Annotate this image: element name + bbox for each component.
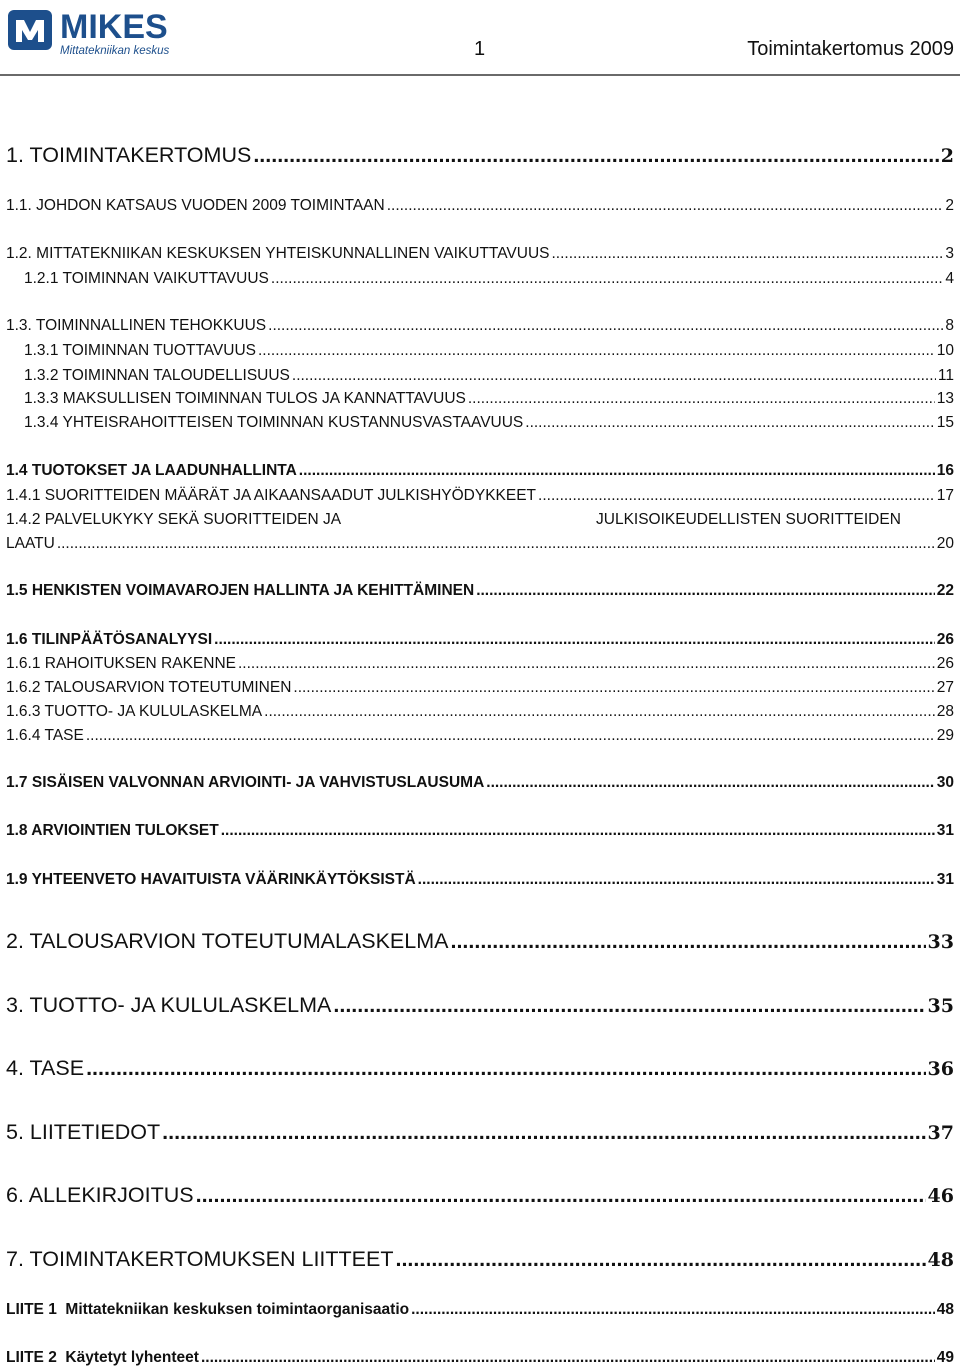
toc-entry-label: 1.6.1 RAHOITUKSEN RAKENNE xyxy=(6,655,236,672)
toc-entry-label: 5. LIITETIEDOT xyxy=(6,1120,161,1144)
toc-entry-page: 35 xyxy=(927,995,954,1017)
toc-entry-label: 1.6.3 TUOTTO- JA KULULASKELMA xyxy=(6,703,263,720)
toc-entry-page: 28 xyxy=(936,703,954,720)
toc-entry-page: 31 xyxy=(936,822,954,839)
toc-entry[interactable] xyxy=(6,929,954,954)
toc-entry-page: 11 xyxy=(937,367,954,384)
toc-entry-label: 1.1. JOHDON KATSAUS VUODEN 2009 TOIMINTAAN xyxy=(6,197,385,214)
toc-dot-leader xyxy=(476,582,935,600)
toc-entry-continuation[interactable] xyxy=(6,535,954,553)
toc-entry[interactable] xyxy=(24,367,954,385)
toc-dot-leader xyxy=(299,462,935,480)
toc-dot-leader xyxy=(525,414,934,432)
toc-entry-page: 2 xyxy=(945,197,954,214)
toc-dot-leader xyxy=(264,703,935,721)
toc-entry[interactable] xyxy=(6,582,954,600)
toc-entry-page: 15 xyxy=(936,414,954,431)
header-page-number: 1 xyxy=(474,38,486,60)
toc-entry[interactable] xyxy=(6,1301,954,1319)
toc-entry[interactable] xyxy=(6,631,954,649)
toc-entry-label: 1.5 HENKISTEN VOIMAVAROJEN HALLINTA JA KEHITTÄMINEN xyxy=(6,582,475,599)
toc-entry[interactable] xyxy=(6,511,954,529)
toc-entry-page: 13 xyxy=(936,390,954,407)
toc-entry-page: 4 xyxy=(945,270,954,287)
toc-entry[interactable] xyxy=(24,342,954,360)
toc-dot-leader xyxy=(468,390,935,408)
toc-entry-page: 48 xyxy=(927,1249,954,1271)
toc-entry-label: 1.8 ARVIOINTIEN TULOKSET xyxy=(6,822,219,839)
toc-entry-page: 37 xyxy=(927,1122,954,1144)
toc-dot-leader xyxy=(201,1349,935,1367)
toc-dot-leader xyxy=(292,367,936,385)
toc-entry-label: 4. TASE xyxy=(6,1056,85,1080)
toc-entry[interactable] xyxy=(6,993,954,1018)
toc-entry[interactable] xyxy=(6,1349,954,1367)
toc-entry-page: 49 xyxy=(936,1349,954,1366)
toc-entry[interactable] xyxy=(24,270,954,288)
toc-entry-label: 1.6.4 TASE xyxy=(6,727,84,744)
toc-dot-leader xyxy=(450,929,925,954)
toc-entry-label: 1.7 SISÄISEN VALVONNAN ARVIOINTI- JA VAHVISTUSLAUSUMA xyxy=(6,774,485,791)
toc-entry-label: LIITE 1 Mittatekniikan keskuksen toimintaorganisaatio xyxy=(6,1301,410,1318)
toc-entry-label: 1.3.1 TOIMINNAN TUOTTAVUUS xyxy=(24,342,256,359)
toc-entry-label: 1.4 TUOTOKSET JA LAADUNHALLINTA xyxy=(6,462,297,479)
toc-dot-leader xyxy=(258,342,935,360)
toc-entry-page: 17 xyxy=(936,487,954,504)
toc-entry-label: 1.3.4 YHTEISRAHOITTEISEN TOIMINNAN KUSTANNUSVASTAAVUUS xyxy=(24,414,524,431)
toc-entry-page: 8 xyxy=(945,317,954,334)
toc-entry-page: 36 xyxy=(927,1058,954,1080)
toc-entry[interactable] xyxy=(6,245,954,263)
toc-dot-leader xyxy=(395,1247,925,1272)
toc-entry-page: 27 xyxy=(936,679,954,696)
toc-entry[interactable] xyxy=(6,1056,954,1081)
toc-dot-leader xyxy=(86,727,935,745)
toc-entry-page: 48 xyxy=(936,1301,954,1318)
header-document-title: Toimintakertomus 2009 xyxy=(747,38,954,60)
toc-entry-label: 1.2. MITTATEKNIIKAN KESKUKSEN YHTEISKUNNALLINEN VAIKUTTAVUUS xyxy=(6,245,550,262)
toc-entry-label: 1. TOIMINTAKERTOMUS xyxy=(6,143,252,167)
toc-entry-label: 7. TOIMINTAKERTOMUKSEN LIITTEET xyxy=(6,1247,394,1271)
toc-entry[interactable] xyxy=(6,1120,954,1145)
toc-entry-page: 33 xyxy=(927,931,954,953)
toc-dot-leader xyxy=(486,774,934,792)
toc-entry-page: 46 xyxy=(927,1185,954,1207)
toc-entry[interactable] xyxy=(6,774,954,792)
toc-entry[interactable] xyxy=(6,143,954,168)
logo-wordmark: MIKES xyxy=(60,8,168,46)
toc-dot-leader xyxy=(293,679,934,697)
logo-subtitle: Mittatekniikan keskus xyxy=(60,45,170,57)
toc-entry-label-continued: JULKISOIKEUDELLISTEN SUORITTEIDEN xyxy=(596,511,901,528)
toc-entry-label: 1.4.1 SUORITTEIDEN MÄÄRÄT JA AIKAANSAADUT JULKISHYÖDYKKEET xyxy=(6,487,537,504)
toc-dot-leader xyxy=(253,143,938,168)
toc-entry[interactable] xyxy=(6,822,954,840)
toc-dot-leader xyxy=(538,487,935,505)
toc-entry-label: 1.9 YHTEENVETO HAVAITUISTA VÄÄRINKÄYTÖKSISTÄ xyxy=(6,871,416,888)
toc-dot-leader xyxy=(418,871,935,889)
toc-entry-page: 29 xyxy=(936,727,954,744)
toc-dot-leader xyxy=(333,993,925,1018)
toc-entry-label-end: LAATU xyxy=(6,535,55,552)
toc-dot-leader xyxy=(411,1301,935,1319)
toc-entry[interactable] xyxy=(6,1183,954,1208)
toc-entry-label: 3. TUOTTO- JA KULULASKELMA xyxy=(6,993,332,1017)
toc-entry[interactable] xyxy=(6,727,954,745)
toc-entry-page: 16 xyxy=(936,462,954,479)
toc-dot-leader xyxy=(268,317,943,335)
toc-entry-page: 3 xyxy=(945,245,954,262)
toc-entry-page: 22 xyxy=(936,582,954,599)
toc-dot-leader xyxy=(551,245,943,263)
toc-entry-page: 10 xyxy=(936,342,954,359)
toc-dot-leader xyxy=(221,822,935,840)
toc-entry-label: 1.6.2 TALOUSARVION TOTEUTUMINEN xyxy=(6,679,292,696)
toc-entry-label: 1.4.2 PALVELUKYKY SEKÄ SUORITTEIDEN JA xyxy=(6,511,342,528)
toc-dot-leader xyxy=(238,655,935,673)
toc-entry-page: 26 xyxy=(936,631,954,648)
toc-entry[interactable] xyxy=(24,414,954,432)
toc-entry-label: 6. ALLEKIRJOITUS xyxy=(6,1183,194,1207)
toc-entry-label: 2. TALOUSARVION TOTEUTUMALASKELMA xyxy=(6,929,449,953)
toc-dot-leader xyxy=(162,1120,925,1145)
toc-entry-page: 26 xyxy=(936,655,954,672)
toc-entry[interactable] xyxy=(6,317,954,335)
toc-entry-label: 1.3. TOIMINNALLINEN TEHOKKUUS xyxy=(6,317,267,334)
toc-entry-page: 31 xyxy=(936,871,954,888)
toc-dot-leader xyxy=(86,1056,925,1081)
toc-entry[interactable] xyxy=(6,462,954,480)
toc-entry[interactable] xyxy=(6,679,954,697)
toc-entry-label: LIITE 2 Käytetyt lyhenteet xyxy=(6,1349,199,1366)
toc-dot-leader xyxy=(387,197,944,215)
toc-dot-leader xyxy=(57,535,935,553)
toc-entry[interactable] xyxy=(6,655,954,673)
toc-entry-label: 1.2.1 TOIMINNAN VAIKUTTAVUUS xyxy=(24,270,269,287)
toc-entry-label: 1.3.2 TOIMINNAN TALOUDELLISUUS xyxy=(24,367,290,384)
toc-entry[interactable] xyxy=(6,1247,954,1272)
toc-dot-leader xyxy=(271,270,943,288)
toc-entry-page: 2 xyxy=(940,145,954,167)
toc-entry-page: 30 xyxy=(936,774,954,791)
toc-entry[interactable] xyxy=(6,487,954,505)
toc-entry-page: 20 xyxy=(936,535,954,552)
toc-dot-leader xyxy=(196,1183,926,1208)
toc-entry[interactable] xyxy=(24,390,954,408)
toc-dot-leader xyxy=(214,631,935,649)
toc-entry[interactable] xyxy=(6,871,954,889)
toc-entry[interactable] xyxy=(6,197,954,215)
toc-entry-label: 1.6 TILINPÄÄTÖSANALYYSI xyxy=(6,631,213,648)
toc-entry-label: 1.3.3 MAKSULLISEN TOIMINNAN TULOS JA KANNATTAVUUS xyxy=(24,390,466,407)
toc-entry[interactable] xyxy=(6,703,954,721)
